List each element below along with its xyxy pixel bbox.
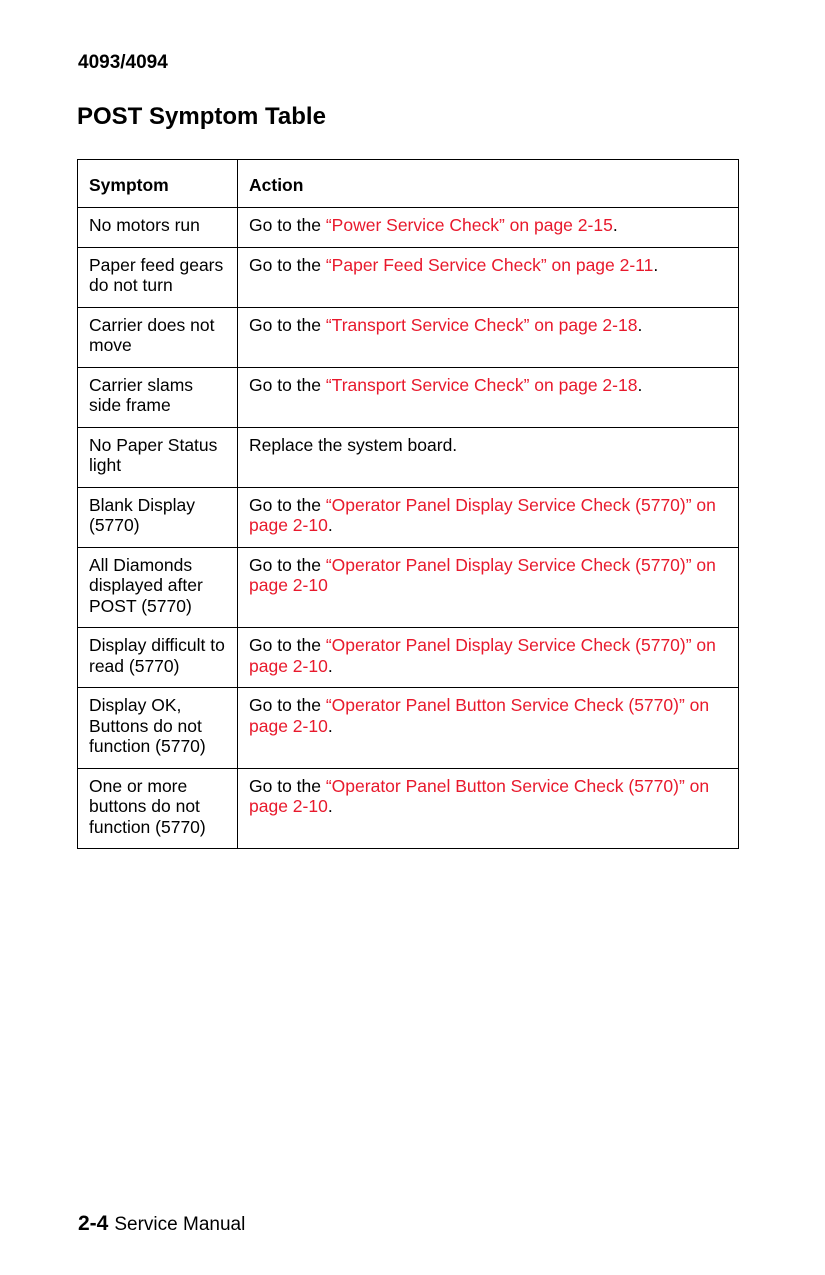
- symptom-cell: Carrier slams side frame: [78, 367, 238, 427]
- action-suffix: .: [327, 515, 333, 535]
- action-cell: [238, 768, 739, 849]
- cross-reference-link[interactable]: “Transport Service Check” on page 2-18: [325, 314, 638, 335]
- table-row: [78, 247, 739, 307]
- table-row: [78, 487, 739, 547]
- symptom-cell: Display difficult to read (5770): [78, 628, 238, 688]
- cross-reference-link[interactable]: “Operator Panel Display Service Check (5770)” on page 2-10: [249, 554, 716, 595]
- action-text: Go to the: [249, 494, 326, 515]
- table-row: [78, 307, 739, 367]
- action-cell: [238, 487, 739, 547]
- table-row: [78, 367, 739, 427]
- action-text: Go to the: [249, 314, 326, 335]
- action-suffix: .: [637, 314, 643, 335]
- cross-reference-link[interactable]: “Transport Service Check” on page 2-18: [325, 374, 638, 395]
- action-text: Go to the: [249, 775, 326, 796]
- action-cell: [238, 208, 739, 248]
- action-suffix: .: [327, 655, 333, 676]
- action-cell: [238, 628, 739, 688]
- action-cell: [238, 247, 739, 307]
- symptom-cell: No Paper Status light: [78, 427, 238, 487]
- action-text: Go to the: [249, 554, 326, 575]
- post-symptom-table: [77, 159, 739, 849]
- cross-reference-link[interactable]: “Operator Panel Display Service Check (5770)” on page 2-10: [249, 635, 716, 676]
- action-cell: [238, 367, 739, 427]
- symptom-cell: No motors run: [78, 208, 238, 248]
- symptom-cell: Paper feed gears do not turn: [78, 247, 238, 307]
- column-header-symptom: Symptom: [78, 160, 238, 208]
- action-text: Go to the: [249, 254, 326, 275]
- cross-reference-link[interactable]: “Paper Feed Service Check” on page 2-11: [325, 254, 654, 275]
- action-suffix: .: [327, 796, 333, 816]
- cross-reference-link[interactable]: “Operator Panel Button Service Check (5770)” on page 2-10: [249, 695, 710, 736]
- document-model-header: 4093/4094: [78, 52, 168, 73]
- table-row: [78, 768, 739, 849]
- action-text: Replace the system board.: [249, 434, 458, 455]
- symptom-cell: One or more buttons do not function (5770): [78, 768, 238, 849]
- page-number: 2-4: [78, 1212, 109, 1235]
- action-suffix: .: [653, 254, 659, 275]
- table-row: [78, 427, 739, 487]
- cross-reference-link[interactable]: “Power Service Check” on page 2-15: [325, 215, 613, 235]
- table-row: [78, 628, 739, 688]
- action-cell: [238, 688, 739, 769]
- manual-name: Service Manual: [114, 1214, 246, 1235]
- action-suffix: .: [637, 374, 643, 395]
- action-text: Go to the: [249, 374, 326, 395]
- action-cell: [238, 427, 739, 487]
- page-footer: [78, 1212, 245, 1236]
- action-suffix: .: [612, 215, 618, 235]
- action-cell: [238, 547, 739, 628]
- symptom-cell: Carrier does not move: [78, 307, 238, 367]
- table-row: [78, 208, 739, 248]
- symptom-cell: Display OK, Buttons do not function (5770): [78, 688, 238, 769]
- column-header-action: Action: [238, 160, 739, 208]
- table-row: [78, 688, 739, 769]
- table-row: [78, 547, 739, 628]
- symptom-cell: All Diamonds displayed after POST (5770): [78, 547, 238, 628]
- cross-reference-link[interactable]: “Operator Panel Button Service Check (5770)” on page 2-10: [249, 775, 710, 816]
- action-suffix: .: [327, 715, 333, 736]
- action-text: Go to the: [249, 635, 326, 655]
- symptom-cell: Blank Display (5770): [78, 487, 238, 547]
- cross-reference-link[interactable]: “Operator Panel Display Service Check (5770)” on page 2-10: [249, 494, 716, 535]
- page-title: POST Symptom Table: [77, 103, 326, 130]
- action-cell: [238, 307, 739, 367]
- table-header-row: [78, 160, 739, 208]
- action-text: Go to the: [249, 215, 326, 235]
- action-text: Go to the: [249, 695, 326, 715]
